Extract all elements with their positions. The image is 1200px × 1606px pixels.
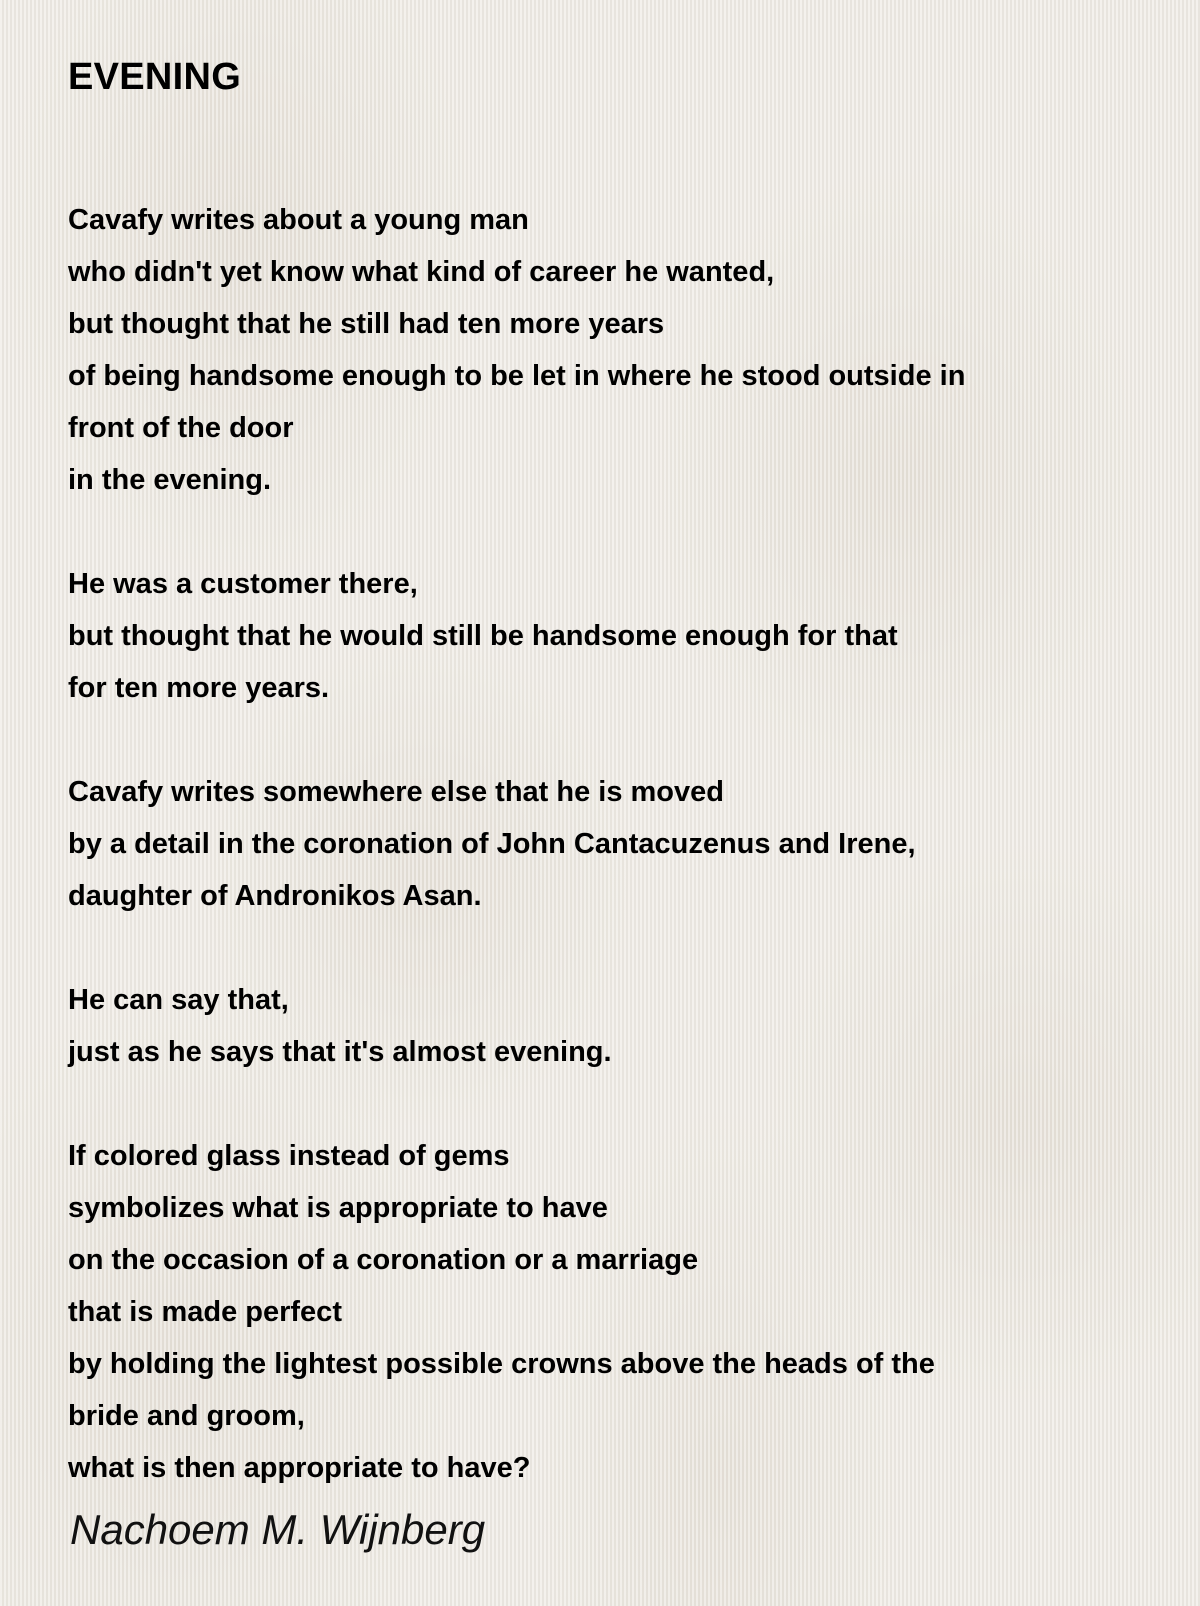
- poem-line: Cavafy writes somewhere else that he is moved: [68, 776, 724, 808]
- poem-line: what is then appropriate to have?: [68, 1452, 531, 1484]
- poem-line: Cavafy writes about a young man: [68, 204, 529, 236]
- poem-line: but thought that he would still be handsome enough for that: [68, 620, 898, 652]
- stanza-3: [68, 766, 1168, 922]
- poem-line: by a detail in the coronation of John Cantacuzenus and Irene,: [68, 828, 916, 860]
- stanza-4: [68, 974, 1168, 1078]
- poem-line: He was a customer there,: [68, 568, 418, 600]
- poem-line: who didn't yet know what kind of career he wanted,: [68, 256, 775, 288]
- poem-line: for ten more years.: [68, 672, 330, 704]
- poem-line: bride and groom,: [68, 1400, 305, 1432]
- poem-line: by holding the lightest possible crowns above the heads of the: [68, 1348, 935, 1380]
- poem-line: but thought that he still had ten more years: [68, 308, 665, 340]
- poem-line: front of the door: [68, 412, 294, 444]
- poem-line: daughter of Andronikos Asan.: [68, 880, 482, 912]
- poem-line: If colored glass instead of gems: [68, 1140, 510, 1172]
- stanza-1: [68, 194, 1168, 506]
- poem-line: that is made perfect: [68, 1296, 342, 1328]
- poem-title: EVENING: [68, 56, 242, 98]
- poem-line: of being handsome enough to be let in where he stood outside in: [68, 360, 966, 392]
- poem-line: symbolizes what is appropriate to have: [68, 1192, 608, 1224]
- stanza-2: [68, 558, 1168, 714]
- poem-line: in the evening.: [68, 464, 272, 496]
- poem-author: Nachoem M. Wijnberg: [70, 1506, 486, 1553]
- poem-line: just as he says that it's almost evening.: [68, 1036, 612, 1068]
- poem-page: [68, 48, 1168, 1546]
- stanza-5: [68, 1130, 1168, 1494]
- poem-body: [68, 194, 1168, 1494]
- poem-line: on the occasion of a coronation or a marriage: [68, 1244, 699, 1276]
- poem-line: He can say that,: [68, 984, 289, 1016]
